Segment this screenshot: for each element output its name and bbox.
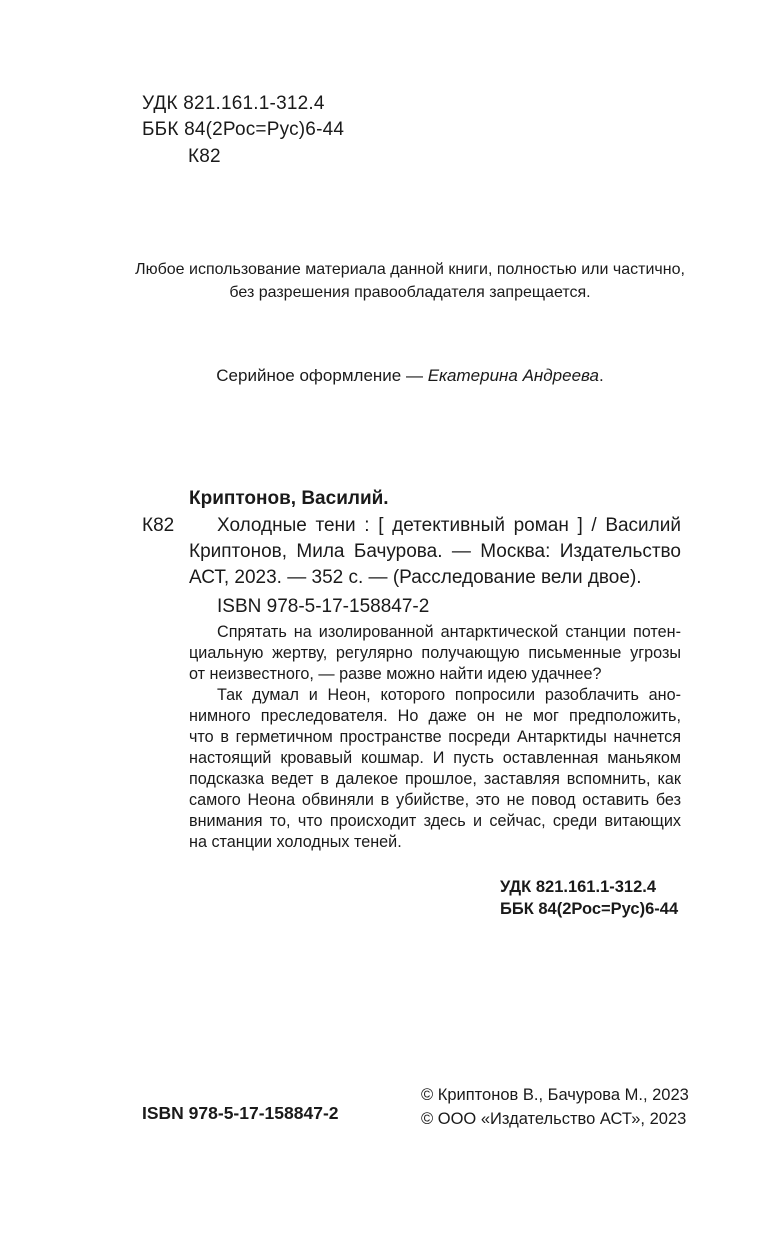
- rights-notice: [100, 258, 720, 304]
- design-credit-name: Екатерина Андреева: [427, 366, 599, 385]
- udk-code: УДК 821.161.1-312.4: [142, 93, 325, 114]
- catalog-author-mark: К82: [142, 515, 175, 536]
- annotation-line: внимания то, что происходит здесь и сейчас, среди витающих: [189, 812, 681, 830]
- catalog-line-2: Криптонов, Мила Бачурова. — Москва: Издательство: [189, 541, 681, 562]
- annotation-line: настоящий кровавый кошмар. И пусть оставленная маньяком: [189, 749, 681, 767]
- copyright-block: [421, 1083, 689, 1131]
- isbn-bottom: ISBN 978-5-17-158847-2: [142, 1103, 339, 1123]
- annotation-line: на станции холодных теней.: [189, 833, 402, 851]
- rights-notice-line-1: Любое использование материала данной книги, полностью или частично,: [135, 261, 685, 278]
- annotation-line: циальную жертву, регулярно получающую письменные угрозы: [189, 644, 681, 662]
- udk-code-bold: УДК 821.161.1-312.4: [500, 878, 657, 896]
- annotation-line: нимного преследователя. Но даже он не мог предположить,: [189, 707, 681, 725]
- annotation-line: что в герметичном пространстве посреди Антарктиды начнется: [189, 728, 681, 746]
- catalog-description: [189, 513, 681, 591]
- design-credit: [100, 364, 720, 388]
- catalog-author: Криптонов, Василий.: [189, 488, 389, 509]
- rights-notice-line-2: без разрешения правообладателя запрещается.: [229, 284, 591, 301]
- annotation: [189, 622, 681, 853]
- copyright-authors: © Криптонов В., Бачурова М., 2023: [421, 1086, 689, 1104]
- annotation-line: от неизвестного, — разве можно найти идею удачнее?: [189, 665, 602, 683]
- catalog-line-3: АСТ, 2023. — 352 с. — (Расследование вели двое).: [189, 567, 642, 588]
- bbk-code: ББК 84(2Рос=Рус)6-44: [142, 119, 345, 140]
- design-credit-label: Серийное оформление —: [216, 366, 428, 385]
- catalog-line-1: Холодные тени : [ детективный роман ] / Василий: [217, 515, 681, 536]
- catalog-isbn: ISBN 978-5-17-158847-2: [217, 596, 430, 617]
- annotation-line: Спрятать на изолированной антарктической станции потен-: [217, 623, 681, 641]
- design-credit-end: .: [598, 366, 604, 385]
- copyright-publisher: © ООО «Издательство АСТ», 2023: [421, 1110, 687, 1128]
- classification-codes: [500, 876, 678, 920]
- annotation-line: самого Неона обвиняли в убийстве, это не повод оставить без: [189, 791, 681, 809]
- author-mark: К82: [188, 146, 221, 167]
- annotation-line: подсказка ведет в далекое прошлое, заставляя вспомнить, как: [189, 770, 681, 788]
- annotation-line: Так думал и Неон, которого попросили разоблачить ано-: [217, 686, 681, 704]
- bbk-code-bold: ББК 84(2Рос=Рус)6-44: [500, 900, 679, 918]
